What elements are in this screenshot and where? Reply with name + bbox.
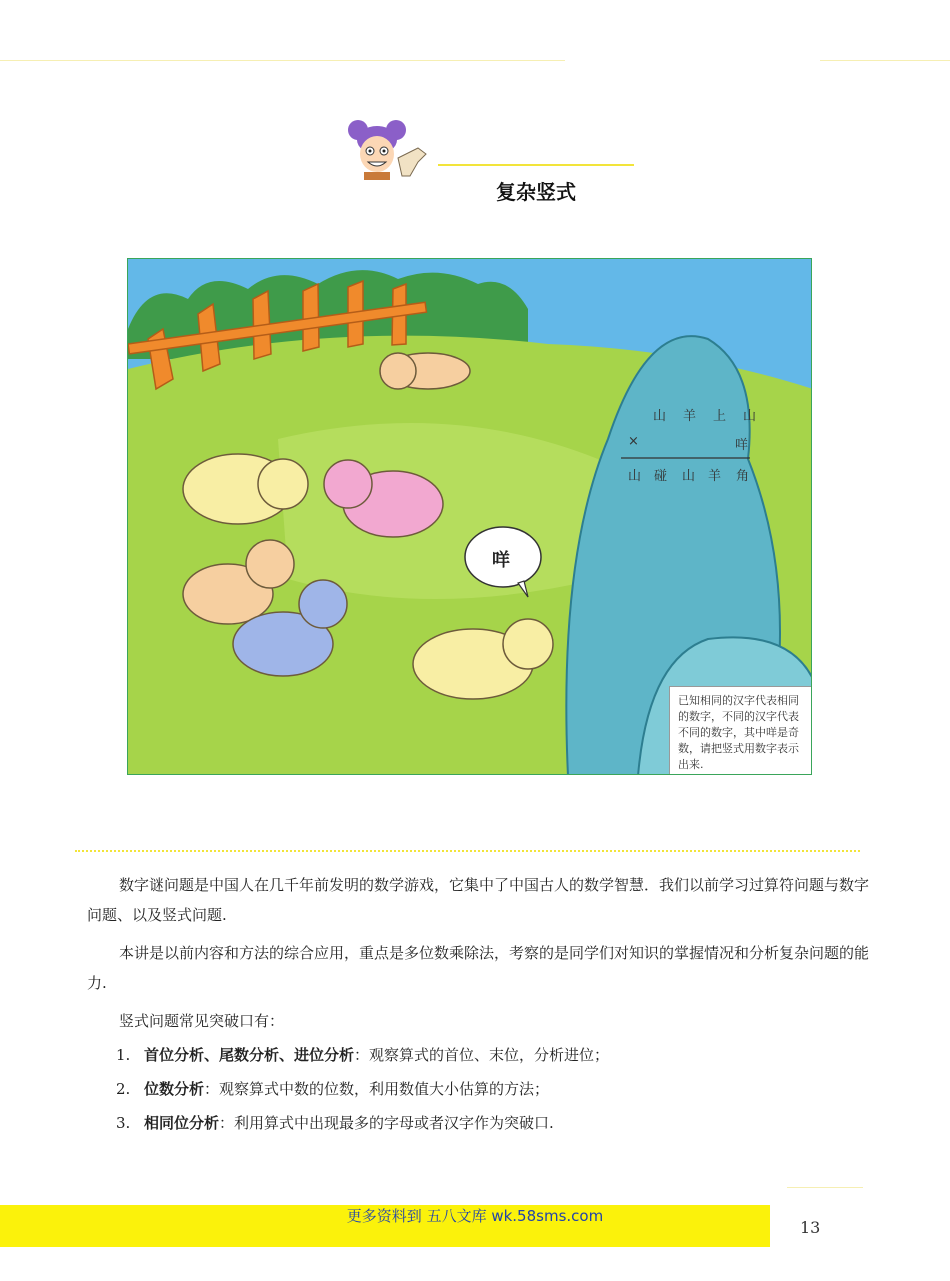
list-number: 3. — [116, 1114, 131, 1132]
problem-note: 已知相同的汉字代表相同的数字，不同的汉字代表不同的数字，其中咩是奇数，请把竖式用数字表示出来. — [669, 686, 811, 774]
eq-char: 羊 — [708, 469, 722, 484]
list-keyword: 位数分析 — [144, 1080, 205, 1098]
list-item — [116, 1044, 609, 1066]
equation-row3 — [628, 465, 756, 484]
list-text: ：观察算式中数的位数，利用数值大小估算的方法； — [204, 1080, 550, 1098]
list-keyword: 相同位分析 — [144, 1114, 220, 1132]
header-rule-left — [0, 60, 565, 61]
goat-illustration — [127, 258, 812, 775]
header-rule-right — [820, 60, 950, 61]
list-text: ：利用算式中出现最多的字母或者汉字作为突破口. — [219, 1114, 554, 1132]
footer-rule — [787, 1187, 863, 1188]
eq-char: 上 — [713, 409, 727, 424]
intro-paragraph-3: 竖式问题常见突破口有： — [119, 1012, 285, 1030]
section-divider — [75, 850, 860, 852]
page-number: 13 — [800, 1218, 821, 1237]
title-underline — [438, 164, 634, 166]
eq-char: 山 — [682, 469, 696, 484]
list-keyword: 首位分析、尾数分析、进位分析 — [144, 1046, 355, 1064]
equation-multiplier: 咩 — [735, 438, 749, 453]
list-number: 1. — [116, 1046, 131, 1064]
equation-row1 — [653, 405, 763, 424]
footer-link[interactable]: 更多资料到 五八文库 wk.58sms.com — [346, 1207, 604, 1225]
list-number: 2. — [116, 1080, 131, 1098]
equation-operator: × — [628, 434, 639, 449]
list-item — [116, 1078, 549, 1100]
intro-paragraph-1: 数字谜问题是中国人在几千年前发明的数学游戏，它集中了中国古人的数学智慧．我们以前学习过算符问题与数字问题、以及竖式问题. — [87, 876, 870, 924]
mascot-girl-icon — [340, 118, 430, 180]
list-item — [116, 1112, 554, 1134]
speech-bubble-text: 咩 — [492, 550, 510, 571]
intro-paragraph-2: 本讲是以前内容和方法的综合应用，重点是多位数乘除法，考察的是同学们对知识的掌握情况和分析复杂问题的能力. — [87, 944, 870, 992]
eq-char: 羊 — [683, 409, 697, 424]
page-title: 复杂竖式 — [496, 180, 576, 204]
eq-char: 山 — [628, 469, 642, 484]
list-text: ：观察算式的首位、末位，分析进位； — [354, 1046, 610, 1064]
eq-char: 山 — [653, 409, 667, 424]
eq-char: 碰 — [654, 469, 668, 484]
eq-char: 山 — [743, 409, 757, 424]
eq-char: 角 — [736, 469, 750, 484]
